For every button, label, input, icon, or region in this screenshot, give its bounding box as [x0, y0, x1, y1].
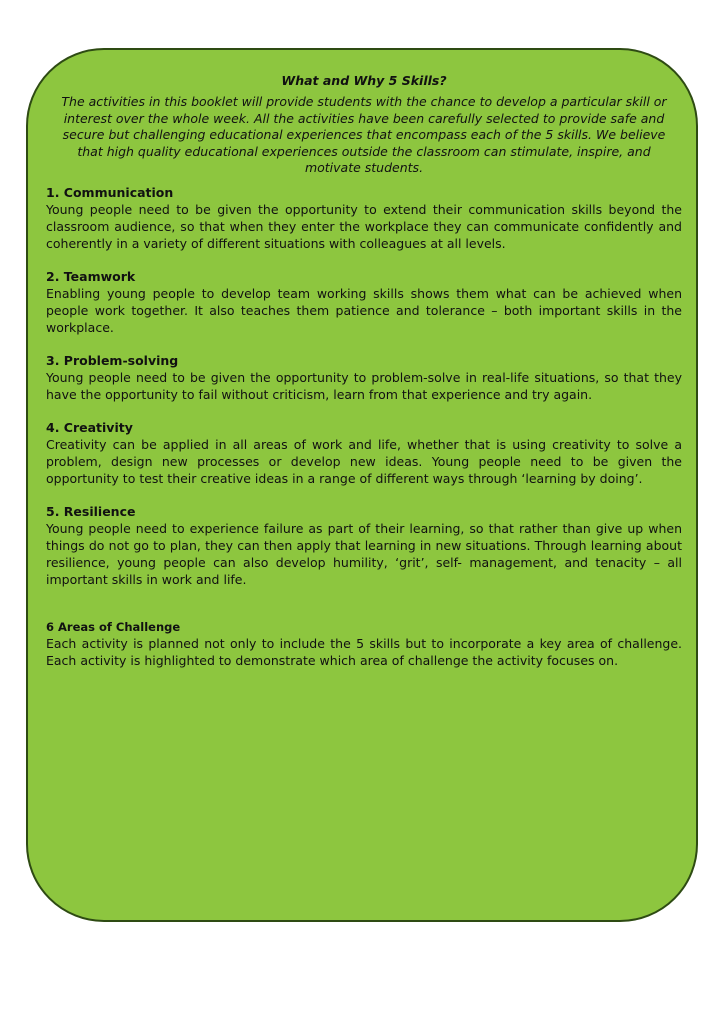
section-heading: 5. Resilience — [46, 503, 136, 519]
section-heading: 4. Creativity — [46, 419, 133, 435]
skill-section-problem-solving — [46, 353, 682, 403]
page-content — [46, 73, 682, 686]
skill-section-teamwork — [46, 269, 682, 336]
page-title: What and Why 5 Skills? — [281, 73, 447, 88]
section-body: Young people need to experience failure as part of their learning, so that rather than give up when things do not go to plan, they can then apply that learning in new situations. Through learning about resilience, young people can also develop humility, ‘grit’, self- management, and tenacity – all important skills in work and life. — [46, 520, 682, 587]
section-heading: 6 Areas of Challenge — [46, 619, 181, 634]
intro-paragraph: The activities in this booklet will provide students with the chance to develop a particular skill or interest over the whole week. All the activities have been carefully selected to provide safe and secure but challenging educational experiences that encompass each of the 5 skills. We believe that high quality educational experiences outside the classroom can stimulate, inspire, and motivate students. — [61, 94, 667, 175]
section-body: Creativity can be applied in all areas of work and life, whether that is using creativity to solve a problem, design new processes or develop new ideas. Young people need to be given the opportunity to test their creative ideas in a range of different ways through ‘learning by doing’. — [46, 436, 682, 486]
skill-section-communication — [46, 185, 682, 252]
areas-of-challenge-section — [46, 619, 682, 669]
section-body: Each activity is planned not only to include the 5 skills but to incorporate a key area of challenge. Each activity is highlighted to demonstrate which area of challenge the activity focuses on. — [46, 635, 682, 668]
section-body: Young people need to be given the opportunity to problem-solve in real-life situations, so that they have the opportunity to fail without criticism, learn from that experience and try again. — [46, 369, 682, 402]
section-heading: 3. Problem-solving — [46, 352, 179, 368]
skill-section-creativity — [46, 420, 682, 487]
skill-section-resilience — [46, 504, 682, 588]
section-body: Enabling young people to develop team working skills shows them what can be achieved when people work together. It also teaches them patience and tolerance – both important skills in the workplace. — [46, 285, 682, 335]
section-heading: 1. Communication — [46, 184, 174, 200]
section-heading: 2. Teamwork — [46, 268, 136, 284]
section-body: Young people need to be given the opportunity to extend their communication skills beyond the classroom audience, so that when they enter the workplace they can communicate confidently and coherently in a variety of different situations with colleagues at all levels. — [46, 201, 682, 251]
